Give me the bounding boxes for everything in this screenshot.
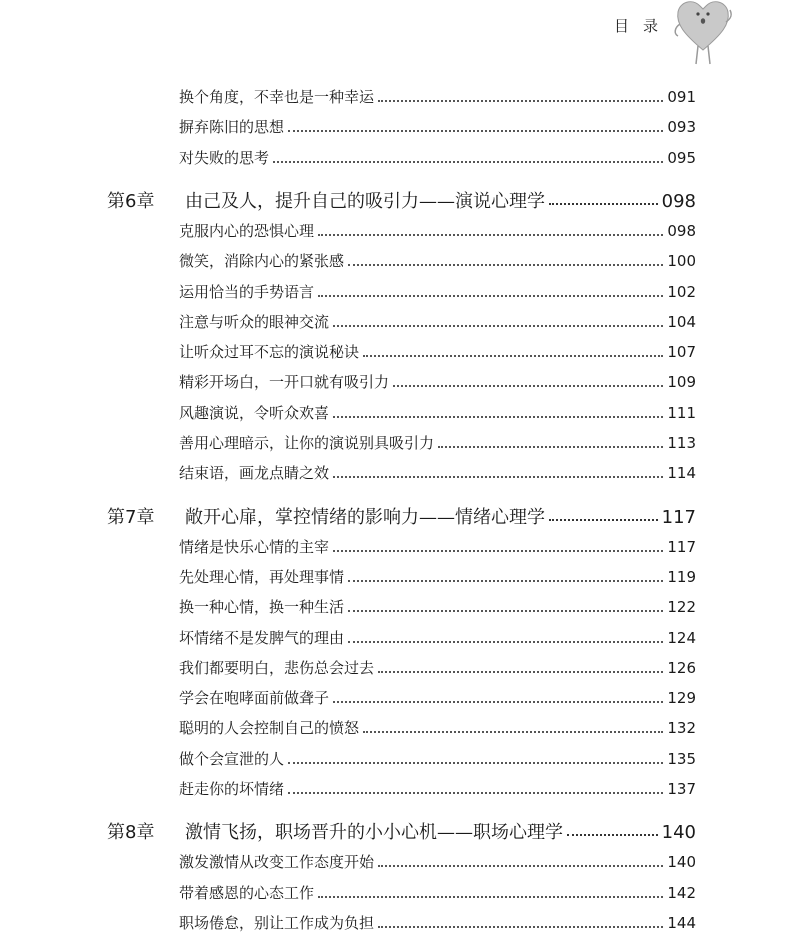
chapter-number: 第6章 [107, 191, 155, 212]
entry-title: 微笑，消除内心的紧张感 [179, 252, 345, 270]
dot-leader [348, 263, 663, 266]
page-number: 104 [667, 313, 696, 331]
dot-leader [288, 761, 663, 764]
dot-leader [378, 670, 663, 673]
dot-leader [333, 475, 663, 478]
dot-leader [363, 354, 663, 357]
dot-leader [549, 202, 658, 205]
dot-leader [288, 129, 663, 132]
entry-title: 风趣演说，令听众欢喜 [179, 404, 330, 422]
page-number: 111 [667, 404, 696, 422]
entry-title: 让听众过耳不忘的演说秘诀 [179, 343, 360, 361]
page-number: 107 [667, 343, 696, 361]
page-number: 129 [667, 689, 696, 707]
dot-leader [378, 99, 663, 102]
chapter-heading[interactable] [107, 503, 696, 529]
dot-leader [318, 294, 663, 297]
toc-entry[interactable] [179, 912, 696, 934]
toc-entry[interactable] [179, 566, 696, 588]
page-number: 093 [667, 118, 696, 136]
toc-entry[interactable] [179, 250, 696, 272]
entry-title: 换一种心情，换一种生活 [179, 598, 345, 616]
entry-title: 坏情绪不是发脾气的理由 [179, 629, 345, 647]
toc-entry[interactable] [179, 402, 696, 424]
toc-entry[interactable] [179, 147, 696, 169]
page-number: 098 [661, 191, 696, 212]
toc-entry[interactable] [179, 657, 696, 679]
dot-leader [273, 160, 663, 163]
entry-title: 注意与听众的眼神交流 [179, 313, 330, 331]
toc-entry[interactable] [179, 311, 696, 333]
page-number: 135 [667, 750, 696, 768]
dot-leader [333, 324, 663, 327]
toc-entry[interactable] [179, 86, 696, 108]
entry-title: 换个角度，不幸也是一种幸运 [179, 88, 375, 106]
entry-title: 赶走你的坏情绪 [179, 780, 285, 798]
toc-entry[interactable] [179, 220, 696, 242]
page-number: 142 [667, 884, 696, 902]
entry-title: 对失败的思考 [179, 149, 270, 167]
toc-entry[interactable] [179, 116, 696, 138]
page-number: 126 [667, 659, 696, 677]
page-number: 140 [667, 853, 696, 871]
toc-entry[interactable] [179, 432, 696, 454]
dot-leader [348, 609, 663, 612]
toc-entry[interactable] [179, 536, 696, 558]
chapter-title: 激情飞扬，职场晋升的小小心机——职场心理学 [185, 822, 563, 843]
entry-title: 我们都要明白，悲伤总会过去 [179, 659, 375, 677]
toc-entry[interactable] [179, 687, 696, 709]
dot-leader [333, 549, 663, 552]
entry-title: 精彩开场白，一开口就有吸引力 [179, 373, 390, 391]
page-number: 098 [667, 222, 696, 240]
page-number: 117 [667, 538, 696, 556]
dot-leader [363, 730, 663, 733]
dot-leader [288, 791, 663, 794]
page-number: 095 [667, 149, 696, 167]
dot-leader [378, 864, 663, 867]
chapter-number: 第8章 [107, 822, 155, 843]
entry-title: 情绪是快乐心情的主宰 [179, 538, 330, 556]
dot-leader [348, 579, 663, 582]
chapter-heading[interactable] [107, 187, 696, 213]
page-title: 目录 [614, 17, 673, 35]
entry-title: 聪明的人会控制自己的愤怒 [179, 719, 360, 737]
toc-entry[interactable] [179, 627, 696, 649]
entry-title: 激发激情从改变工作态度开始 [179, 853, 375, 871]
chapter-heading[interactable] [107, 818, 696, 844]
chapter-title: 敞开心扉，掌控情绪的影响力——情绪心理学 [185, 507, 545, 528]
toc-entry[interactable] [179, 341, 696, 363]
dot-leader [333, 700, 663, 703]
toc-entry[interactable] [179, 717, 696, 739]
dot-leader [567, 833, 658, 836]
entry-title: 先处理心情，再处理事情 [179, 568, 345, 586]
dot-leader [348, 640, 663, 643]
entry-title: 学会在咆哮面前做聋子 [179, 689, 330, 707]
entry-title: 运用恰当的手势语言 [179, 283, 315, 301]
page-number: 119 [667, 568, 696, 586]
dot-leader [318, 895, 663, 898]
toc-entry[interactable] [179, 596, 696, 618]
dot-leader [318, 233, 663, 236]
entry-title: 带着感恩的心态工作 [179, 884, 315, 902]
page-number: 100 [667, 252, 696, 270]
dot-leader [549, 518, 658, 521]
heart-mascot-icon [672, 0, 734, 68]
toc-entry[interactable] [179, 778, 696, 800]
toc-entry[interactable] [179, 851, 696, 873]
page-number: 117 [661, 507, 696, 528]
page-number: 102 [667, 283, 696, 301]
page-number: 132 [667, 719, 696, 737]
page-number: 109 [667, 373, 696, 391]
page-number: 114 [667, 464, 696, 482]
chapter-title: 由己及人，提升自己的吸引力——演说心理学 [185, 191, 545, 212]
page-number: 140 [661, 822, 696, 843]
toc-entry[interactable] [179, 281, 696, 303]
entry-title: 职场倦怠，别让工作成为负担 [179, 914, 375, 932]
page-number: 113 [667, 434, 696, 452]
dot-leader [393, 384, 663, 387]
dot-leader [333, 415, 663, 418]
page-number: 091 [667, 88, 696, 106]
entry-title: 克服内心的恐惧心理 [179, 222, 315, 240]
entry-title: 摒弃陈旧的思想 [179, 118, 285, 136]
page-number: 122 [667, 598, 696, 616]
toc-entry[interactable] [179, 882, 696, 904]
dot-leader [438, 445, 663, 448]
chapter-number: 第7章 [107, 507, 155, 528]
entry-title: 做个会宣泄的人 [179, 750, 285, 768]
page-number: 144 [667, 914, 696, 932]
toc-entry[interactable] [179, 371, 696, 393]
toc-entry[interactable] [179, 462, 696, 484]
entry-title: 结束语，画龙点睛之效 [179, 464, 330, 482]
dot-leader [378, 925, 663, 928]
page-number: 124 [667, 629, 696, 647]
toc-entry[interactable] [179, 748, 696, 770]
page-number: 137 [667, 780, 696, 798]
entry-title: 善用心理暗示，让你的演说别具吸引力 [179, 434, 435, 452]
